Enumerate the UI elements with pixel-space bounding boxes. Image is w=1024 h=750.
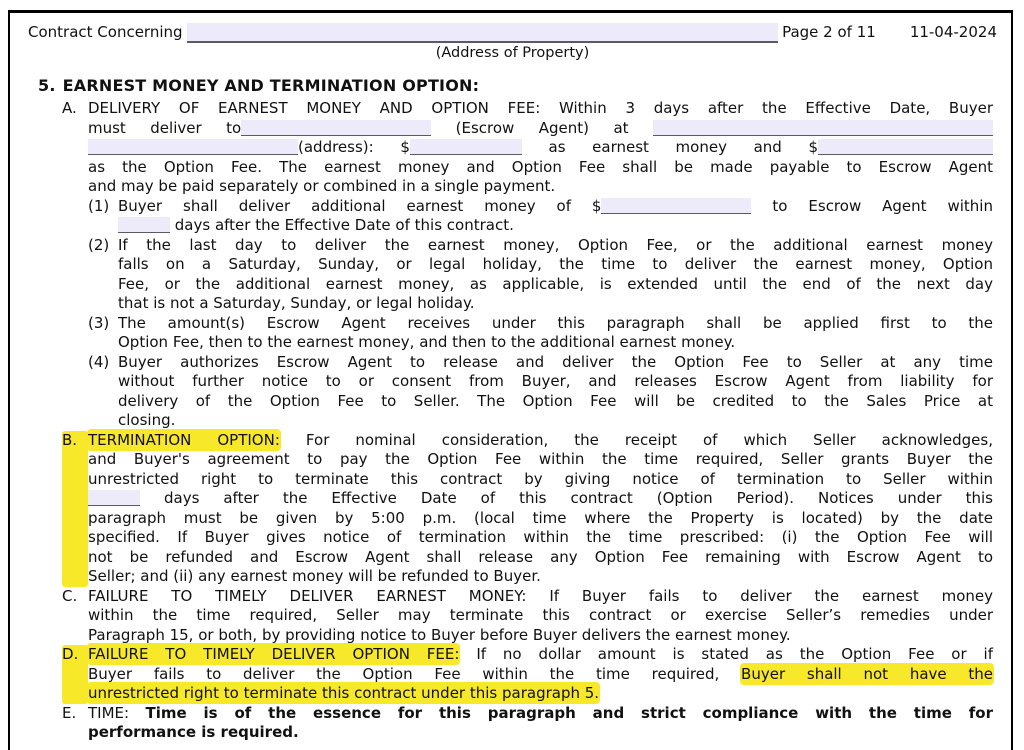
option-period-days-field[interactable] <box>88 490 140 506</box>
text-line <box>88 606 993 626</box>
static-text: Paragraph 15, or both, by providing notice to Buyer before Buyer delivers the earnest money. <box>88 625 791 644</box>
text-line <box>88 158 993 178</box>
text-line <box>118 392 993 412</box>
text-line <box>88 470 993 490</box>
paragraph-body <box>88 99 993 197</box>
paragraph-marker: (1) <box>88 196 110 215</box>
text-line <box>118 353 993 373</box>
static-text: days after the Effective Date of this contract. <box>170 216 514 234</box>
static-text: paragraph must be given by 5:00 p.m. (local time where the Property is located) by the date <box>88 508 993 527</box>
paragraph-d-failure-to-deliver-option-fee <box>62 645 993 704</box>
paragraph-marker: (2) <box>88 235 110 254</box>
static-text: falls on a Saturday, Sunday, or legal holiday, the time to deliver the earnest money, Option <box>118 255 993 273</box>
static-text: as the Option Fee. The earnest money and Option Fee shall be made payable to Escrow Agent <box>88 157 993 176</box>
text-line <box>118 411 993 431</box>
static-text: performance is required. <box>88 723 299 741</box>
text-line <box>88 548 993 568</box>
text-line <box>88 665 993 685</box>
paragraph-body <box>88 704 993 743</box>
paragraph-body <box>118 314 993 353</box>
text-line <box>88 99 993 119</box>
static-text: and Buyer's agreement to pay the Option Fee within the time required, Seller grants Buyer the <box>88 450 993 468</box>
text-line <box>88 626 993 646</box>
static-text: For nominal consideration, the receipt of which Seller acknowledges, <box>279 430 993 449</box>
subparagraph-1-additional-earnest-money <box>88 197 993 236</box>
text-line <box>88 645 993 665</box>
subparagraph-4-release-of-option-fee <box>88 353 993 431</box>
paragraph-marker: A. <box>62 99 77 117</box>
subparagraph-3-application-of-amounts <box>88 314 993 353</box>
text-line <box>118 216 993 236</box>
earnest-money-amount-field[interactable] <box>410 139 522 155</box>
static-text: If no dollar amount is stated as the Option Fee or if <box>459 645 993 663</box>
text-line <box>88 567 993 587</box>
page-number-label: Page 2 of 11 <box>782 23 876 41</box>
text-line <box>118 314 993 334</box>
paragraph-body <box>88 587 993 646</box>
static-text: Buyer fails to deliver the Option Fee within the time required, <box>88 664 742 683</box>
text-line <box>88 704 993 724</box>
highlighted-text: TERMINATION OPTION: <box>88 430 280 449</box>
highlighted-text: FAILURE TO TIMELY DELIVER OPTION FEE: <box>88 645 460 663</box>
escrow-address-continued-field[interactable] <box>88 139 298 155</box>
static-text: Seller; and (ii) any earnest money will be refunded to Buyer. <box>88 567 541 585</box>
contract-page <box>8 10 1013 750</box>
static-text: Option Fee, then to the earnest money, and then to the additional earnest money. <box>118 333 736 351</box>
paragraph-body <box>118 236 993 314</box>
form-date-label: 11-04-2024 <box>909 23 997 41</box>
text-line <box>118 255 993 275</box>
section-5-heading <box>38 75 993 96</box>
option-fee-amount-field[interactable] <box>818 139 993 155</box>
escrow-agent-name-field[interactable] <box>241 120 431 136</box>
static-text: (address): $ <box>298 138 410 156</box>
contract-concerning-address-field[interactable] <box>187 23 779 43</box>
subparagraph-2-weekend-holiday-extension <box>88 236 993 314</box>
paragraph-b-termination-option <box>62 431 993 587</box>
paragraph-marker: E. <box>62 703 77 722</box>
text-line <box>88 684 993 704</box>
section-title: EARNEST MONEY AND TERMINATION OPTION: <box>62 76 480 95</box>
static-text: that is not a Saturday, Sunday, or legal holiday. <box>118 294 475 312</box>
static-text: Fee, or the additional earnest money, as applicable, is extended until the end of the next day <box>118 274 993 293</box>
text-line <box>88 587 993 607</box>
static-text: without further notice to or consent from Buyer, and releases Escrow Agent from liability for <box>118 372 993 390</box>
text-line <box>88 528 993 548</box>
static-text: Buyer authorizes Escrow Agent to release and deliver the Option Fee to Seller at any time <box>118 352 993 371</box>
static-text: closing. <box>118 411 176 429</box>
paragraph-marker: (3) <box>88 313 110 332</box>
static-text: days after the Effective Date of this contract (Option Period). Notices under this <box>140 489 993 507</box>
text-line <box>88 489 993 509</box>
static-text: If the last day to deliver the earnest money, Option Fee, or the additional earnest money <box>118 235 993 254</box>
static-text: DELIVERY OF EARNEST MONEY AND OPTION FEE: Within 3 days after the Effective Date, Buyer <box>88 99 993 117</box>
text-line <box>118 372 993 392</box>
additional-earnest-money-field[interactable] <box>601 198 751 214</box>
page-header <box>10 13 1011 62</box>
paragraph-body <box>88 645 993 704</box>
paragraph-e-time <box>62 704 993 743</box>
static-text: as earnest money and $ <box>521 138 818 156</box>
paragraph-marker: D. <box>62 645 88 704</box>
text-line <box>88 723 993 743</box>
static-text: delivery of the Option Fee to Seller. The Option Fee will be credited to the Sales Price at <box>118 391 993 410</box>
text-line <box>118 236 993 256</box>
address-of-property-caption: (Address of Property) <box>435 45 590 61</box>
static-text: (Escrow Agent) at <box>431 118 653 137</box>
static-text: The amount(s) Escrow Agent receives under this paragraph shall be applied first to the <box>118 313 993 332</box>
text-line <box>88 119 993 139</box>
highlighted-text: unrestricted right to terminate this contract under this paragraph 5. <box>88 684 600 702</box>
static-text: TIME: <box>88 703 146 722</box>
paragraph-body <box>118 197 993 236</box>
paragraph-marker: (4) <box>88 352 110 371</box>
paragraph-body <box>118 353 993 431</box>
static-text: FAILURE TO TIMELY DELIVER EARNEST MONEY: If Buyer fails to deliver the earnest money <box>88 586 993 605</box>
paragraph-body <box>88 431 993 587</box>
static-text: within the time required, Seller may terminate this contract or exercise Seller’s remedies under <box>88 606 993 624</box>
static-text: must deliver to <box>88 118 242 137</box>
section-5-paragraphs <box>62 99 993 743</box>
additional-earnest-days-field[interactable] <box>118 217 170 233</box>
text-line <box>88 509 993 529</box>
static-text: not be refunded and Escrow Agent shall release any Option Fee remaining with Escrow Agent to <box>88 547 993 566</box>
paragraph-marker: C. <box>62 586 78 605</box>
text-line <box>118 333 993 353</box>
static-text: specified. If Buyer gives notice of termination within the time prescribed: (i) the Option Fee will <box>88 528 993 546</box>
text-line <box>118 197 993 217</box>
highlighted-text: Buyer shall not have the <box>741 664 993 683</box>
escrow-address-field[interactable] <box>653 120 993 136</box>
text-line <box>88 431 993 451</box>
text-line <box>88 138 993 158</box>
text-line <box>88 450 993 470</box>
text-line <box>118 294 993 314</box>
static-text: Buyer shall deliver additional earnest money of $ <box>118 196 602 215</box>
section-number: 5. <box>38 76 56 95</box>
static-text: and may be paid separately or combined in a single payment. <box>88 177 556 195</box>
text-line <box>118 275 993 295</box>
document-body <box>38 75 993 743</box>
text-line <box>88 177 993 197</box>
contract-concerning-label: Contract Concerning <box>28 23 183 41</box>
static-text: Time is of the essence for this paragraph and strict compliance with the time for <box>145 703 994 722</box>
paragraph-a-delivery-of-earnest-money <box>62 99 993 197</box>
static-text: to Escrow Agent within <box>751 196 993 215</box>
paragraph-c-failure-to-deliver-earnest-money <box>62 587 993 646</box>
paragraph-marker: B. <box>62 431 88 587</box>
static-text: unrestricted right to terminate this contract by giving notice of termination to Seller within <box>88 469 993 488</box>
